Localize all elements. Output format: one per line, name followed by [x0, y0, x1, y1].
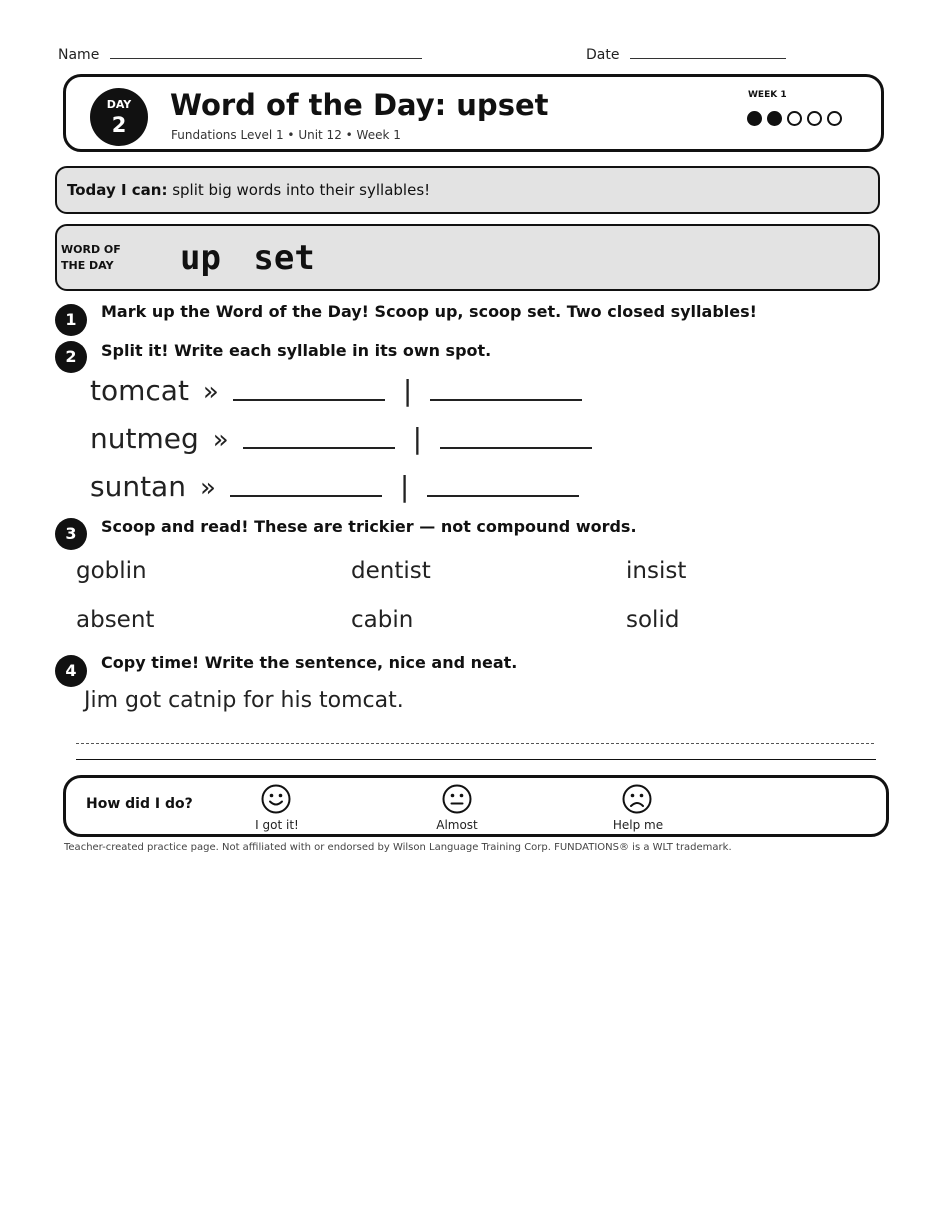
- progress-dot-5: [827, 111, 842, 126]
- step-number-1: 1: [55, 304, 87, 336]
- progress-dot-4: [807, 111, 822, 126]
- word-of-day-syllables: up set: [180, 238, 315, 278]
- name-label: Name: [58, 47, 100, 63]
- page-title: Word of the Day: upset: [170, 88, 549, 122]
- word-of-day-label-line1: WORD OF: [61, 243, 121, 256]
- split-row-tomcat: [90, 374, 582, 407]
- self-check-label: Help me: [612, 818, 664, 832]
- split-word: suntan: [90, 470, 186, 503]
- syllable-blank-2[interactable]: [440, 446, 592, 449]
- week-label: WEEK 1: [748, 90, 787, 100]
- self-check-label: Almost: [436, 818, 478, 832]
- step-number-4: 4: [55, 655, 87, 687]
- handwriting-midline: [76, 743, 874, 744]
- split-word: nutmeg: [90, 422, 199, 455]
- word-of-day-label-line2: THE DAY: [61, 259, 114, 272]
- read-word: insist: [626, 558, 687, 584]
- day-label: DAY: [106, 98, 132, 111]
- disclaimer: Teacher-created practice page. Not affiliated with or endorsed by Wilson Language Training Corp. FUNDATIONS® is a WLT trademark.: [64, 842, 732, 853]
- self-check-label: I got it!: [255, 818, 299, 832]
- goal-body: split big words into their syllables!: [167, 181, 431, 199]
- read-word: goblin: [76, 558, 147, 584]
- name-field[interactable]: [110, 58, 422, 59]
- date-field[interactable]: [630, 58, 786, 59]
- step-number-2: 2: [55, 341, 87, 373]
- read-word: dentist: [351, 558, 431, 584]
- step-text-3: Scoop and read! These are trickier — not compound words.: [101, 517, 637, 536]
- goal-text: [67, 181, 430, 199]
- read-word: solid: [626, 607, 680, 633]
- word-of-day-box: [55, 224, 880, 291]
- syllable-blank-1[interactable]: [243, 446, 395, 449]
- split-row-suntan: [90, 470, 579, 503]
- page-subtitle: Fundations Level 1 • Unit 12 • Week 1: [171, 128, 401, 142]
- step-text-2: Split it! Write each syllable in its own spot.: [101, 341, 492, 360]
- syllable-blank-2[interactable]: [430, 398, 582, 401]
- arrow-icon: »: [202, 377, 219, 407]
- syllable-blank-1[interactable]: [230, 494, 382, 497]
- split-word: tomcat: [90, 374, 189, 407]
- neutral-face-icon[interactable]: [442, 784, 472, 818]
- date-label: Date: [586, 47, 620, 63]
- read-word: absent: [76, 607, 155, 633]
- step-text-1: Mark up the Word of the Day! Scoop up, scoop set. Two closed syllables!: [101, 302, 757, 321]
- self-check-prompt: How did I do?: [86, 796, 193, 812]
- syllable-blank-2[interactable]: [427, 494, 579, 497]
- read-word: cabin: [351, 607, 414, 633]
- sad-face-icon[interactable]: [622, 784, 652, 818]
- step-number-3: 3: [55, 518, 87, 550]
- week-progress: [747, 111, 842, 126]
- happy-face-icon[interactable]: [261, 784, 291, 818]
- progress-dot-3: [787, 111, 802, 126]
- arrow-icon: »: [212, 425, 229, 455]
- goal-lead: Today I can:: [67, 181, 168, 199]
- arrow-icon: »: [199, 473, 216, 503]
- day-badge: [90, 88, 148, 146]
- day-number: 2: [111, 113, 127, 137]
- word-of-day-label: [61, 242, 121, 274]
- progress-dot-1: [747, 111, 762, 126]
- date-row: [586, 47, 786, 63]
- syllable-divider: |: [412, 422, 423, 455]
- split-row-nutmeg: [90, 422, 592, 455]
- syllable-divider: |: [402, 374, 413, 407]
- step-text-4: Copy time! Write the sentence, nice and neat.: [101, 653, 518, 672]
- name-row: [58, 47, 422, 63]
- syllable-blank-1[interactable]: [233, 398, 385, 401]
- copy-sentence: Jim got catnip for his tomcat.: [84, 688, 404, 713]
- handwriting-baseline[interactable]: [76, 759, 876, 760]
- syllable-divider: |: [399, 470, 410, 503]
- progress-dot-2: [767, 111, 782, 126]
